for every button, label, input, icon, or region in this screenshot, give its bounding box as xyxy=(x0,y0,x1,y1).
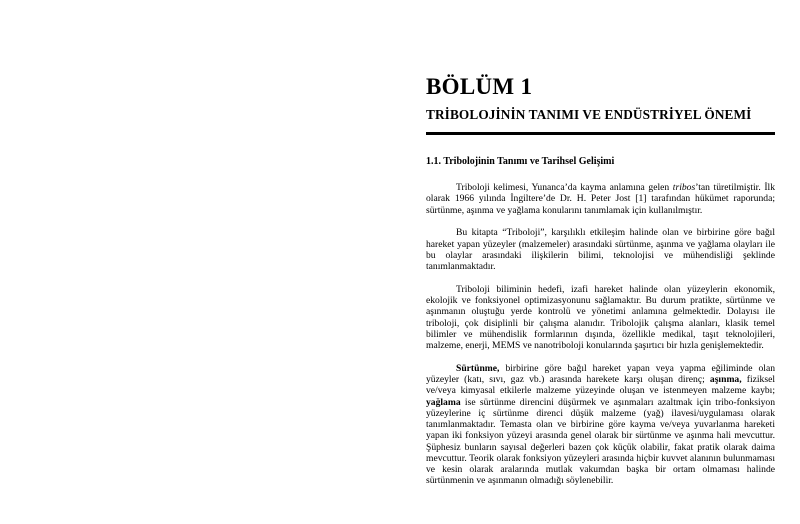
paragraph-1 xyxy=(426,182,775,216)
paragraph-1-text-a: Triboloji kelimesi, Yunanca’da kayma anlamına gelen xyxy=(456,182,673,193)
paragraph-1-emphasis: tribos xyxy=(672,182,696,193)
paragraph-4-text-1: birbirine göre bağıl hareket yapan veya yapma eğiliminde olan yüzeyler (katı, sıvı, gaz vb.) arasında harekete karşı oluşan direnç; xyxy=(426,362,775,385)
paragraph-4-text-2: fiziksel ve/veya kimyasal etkilerle malzeme yüzeyinde oluşan ve istenmeyen malzeme kaybı; xyxy=(426,374,775,397)
section-heading: 1.1. Tribolojinin Tanımı ve Tarihsel Gelişimi xyxy=(426,156,615,167)
paragraph-4-text-3: ise sürtünme direncini düşürmek ve aşınmaları azaltmak için tribo-fonksiyon yüzeylerine iç sürtünme direnci düşük malzeme (yağ) ilavesi/uygulaması olarak tanımlanmaktadır. Temasta olan ve birbirine göre kayma ve/veya yuvarlanma hareketi yapan iki fonksiyon yüzeyi arasında genel olarak bir sürtünme ve aşınma hali mevcuttur. Şüphesiz bunların sayısal değerleri bazen çok küçük olabilir, fakat pratik olarak daima mevcuttur. Teorik olarak fonksiyon yüzeyleri arasında hiçbir kuvvet alanının bulunmaması ve kesin olarak aralarında mutlak vakumdan başka bir ortam olmaması halinde sürtünmenin ve aşınmanın olmadığı söylenebilir. xyxy=(426,396,775,487)
paragraph-2: Bu kitapta “Triboloji”, karşılıklı etkileşim halinde olan ve birbirine göre bağıl hareket yapan yüzeyler (malzemeler) arasındaki sürtünme, aşınma ve yağlama olayları ile bu olaylar arasındaki ilişkilerin bilimi, teknolojisi ve mühendisliği şeklinde tanımlanmaktadır. xyxy=(426,227,775,272)
chapter-title: TRİBOLOJİNİN TANIMI VE ENDÜSTRİYEL ÖNEMİ xyxy=(426,107,752,122)
body-text xyxy=(426,182,775,498)
term-yaglama: yağlama xyxy=(426,396,461,408)
paragraph-1-text-b: ’tan türetilmiştir. İlk olarak 1966 yılında İngiltere’de Dr. H. Peter Jost [1] tarafından hükümet raporunda; sürtünme, aşınma ve yağlama konularını tanımlamak için kullanılmıştır. xyxy=(426,182,775,216)
chapter-heading: BÖLÜM 1 xyxy=(426,74,533,99)
term-surtunme: Sürtünme, xyxy=(456,362,500,374)
title-divider xyxy=(426,132,775,135)
paragraph-3: Triboloji biliminin hedefi, izafi hareket halinde olan yüzeylerin ekonomik, ekolojik ve fonksiyonel optimizasyonunu sağlamaktır. Bu durum pratikte, sürtünme ve aşınmanın oluştuğu yerde kontrolü ve yönetimi anlamına gelmektedir. Dolayısı ile triboloji, çok disiplinli bir çalışma alanıdır. Tribolojik çalışma alanları, klasik temel bilimler ve mühendislik formlarının dışında, özellikle medikal, taşıt teknolojileri, malzeme, enerji, MEMS ve nanotriboloji konularında şaşırtıcı bir hızla genişlemektedir. xyxy=(426,283,775,351)
term-asinma: aşınma, xyxy=(709,374,742,385)
paragraph-4 xyxy=(426,363,775,487)
